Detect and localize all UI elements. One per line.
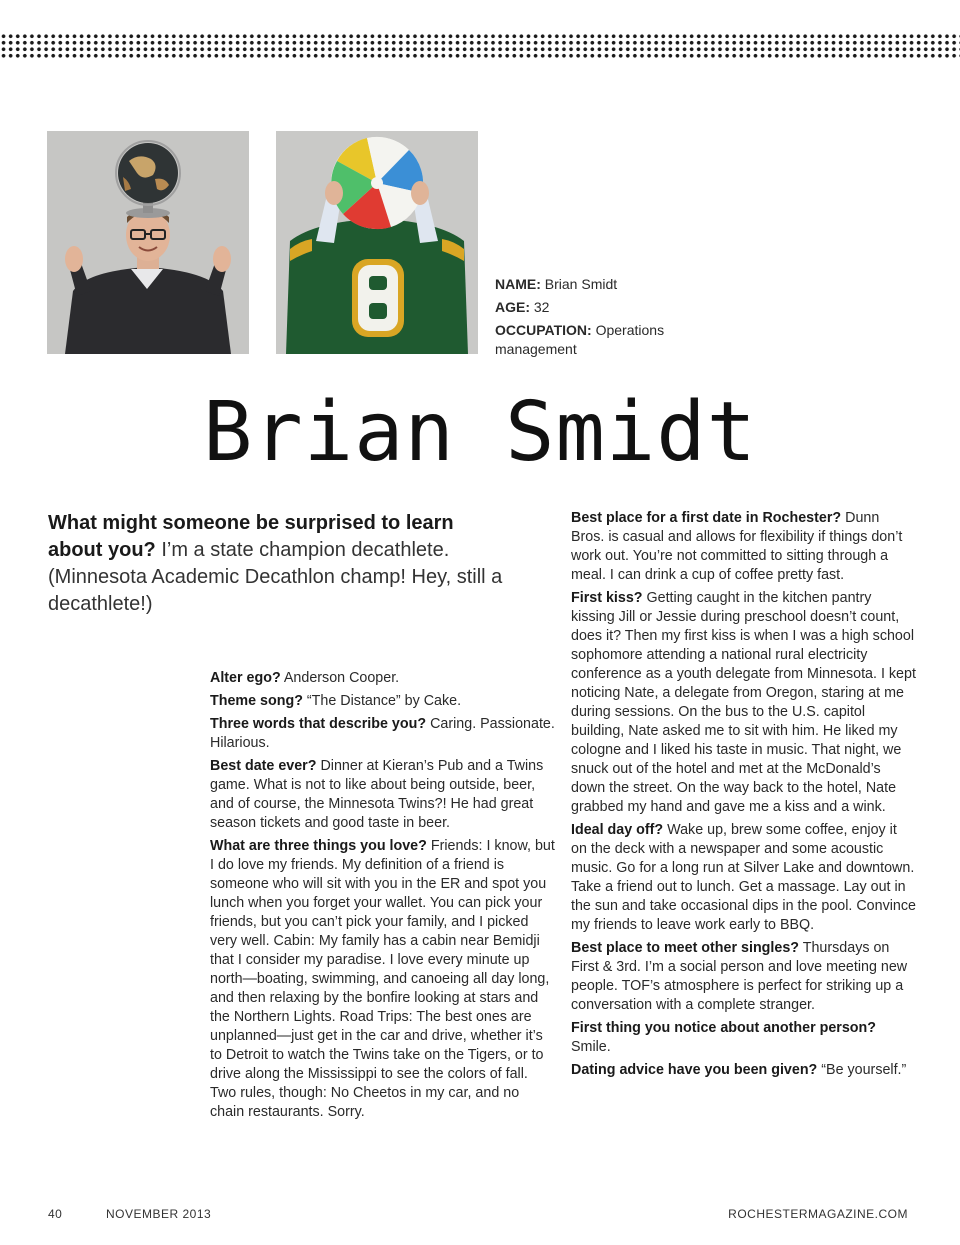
qa-item: [571, 1061, 916, 1080]
qa-item: [210, 692, 555, 711]
question: Ideal day off?: [571, 822, 664, 838]
name-value: Brian Smidt: [544, 276, 618, 292]
answer: Dunn Bros. is casual and allows for flexibility if things don’t work out. You’re not committed to sitting through a meal. I can drink a cup of coffee pretty fast.: [571, 510, 903, 583]
qa-item: [210, 715, 555, 753]
question: Best place for a first date in Rochester?: [571, 510, 842, 526]
name-row: [495, 273, 705, 296]
dotted-border-decoration: [0, 33, 960, 59]
question: Three words that describe you?: [210, 716, 427, 732]
answer: “The Distance” by Cake.: [306, 693, 462, 709]
qa-item: [571, 939, 916, 1015]
lead-question: [48, 510, 508, 618]
occupation-value: Operations management: [495, 322, 665, 357]
photo-person-with-beach-ball: [276, 131, 478, 354]
qa-item: [571, 509, 916, 585]
answer: Smile.: [571, 1039, 611, 1055]
question: First kiss?: [571, 590, 643, 606]
answer: Getting caught in the kitchen pantry kissing Jill or Jessie during preschool doesn’t count, does it? Then my first kiss is when I was a high school sophomore attending a national rural electricity conference as a youth delegate from Minnesota. I kept noticing Nate, a delegate from Oregon, staring at me during sessions. On the bus to the U.S. capitol building, Nate asked me to sit with him. He liked my cologne and I liked his taste in music. That night, we snuck out of the hotel and met at the McDonald’s down the street. On the way back to the hotel, Nate grabbed my hand and gave me a kiss and a wink.: [571, 590, 916, 815]
age-label: AGE:: [495, 299, 530, 315]
answer: Thursdays on First & 3rd. I’m a social person and love meeting new people. TOF’s atmosphere is perfect for striking up a conversation with a complete stranger.: [571, 940, 908, 1013]
qa-item: [571, 589, 916, 817]
website-url: ROCHESTERMAGAZINE.COM: [728, 1207, 908, 1221]
question: First thing you notice about another person?: [571, 1020, 877, 1036]
lead-answer-text: I’m a state champion decathlete. (Minnesota Academic Decathlon champ! Hey, still a decathlete!): [48, 539, 503, 615]
question: Theme song?: [210, 693, 303, 709]
answer: Anderson Cooper.: [283, 670, 400, 686]
right-qa-column: [571, 509, 916, 1084]
question: What are three things you love?: [210, 838, 427, 854]
question: Best place to meet other singles?: [571, 940, 800, 956]
photo-man-with-globe: [47, 131, 249, 354]
name-label: NAME:: [495, 276, 541, 292]
answer: “Be yourself.”: [821, 1062, 907, 1078]
answer: Friends: I know, but I do love my friends. My definition of a friend is someone who will sit with you in the ER and spot you lunch when you forget your wallet. You can pick your friends, but you can’t pick your family, and I picked very well. Cabin: My family has a cabin near Bemidji that I consider my paradise. I love every minute up north—boating, swimming, and canoeing all day long, and then relaxing by the bonfire looking at stars and the Northern Lights. Road Trips: The best ones are unplanned—just get in the car and drive, whether it’s to Detroit to watch the Twins take on the Tigers, or to drive along the Mississippi to see the colors of fall. Two rules, though: No Cheetos in my car, and no chain restaurants. Sorry.: [210, 838, 555, 1120]
page-number: 40: [48, 1207, 63, 1221]
qa-item: [210, 757, 555, 833]
question: Dating advice have you been given?: [571, 1062, 818, 1078]
profile-stats: [495, 273, 705, 359]
issue-date: NOVEMBER 2013: [106, 1207, 212, 1221]
lead-question-text: What might someone be surprised to learn about you?: [48, 512, 454, 561]
age-value: 32: [533, 299, 550, 315]
qa-item: [571, 821, 916, 935]
answer: Dinner at Kieran’s Pub and a Twins game. What is not to like about being outside, beer, and of course, the Minnesota Twins?! He had great season tickets and good taste in beer.: [210, 758, 544, 831]
occupation-row: [495, 321, 705, 359]
qa-item: [571, 1019, 916, 1057]
qa-item: [210, 669, 555, 688]
occupation-label: OCCUPATION:: [495, 322, 592, 338]
answer: Caring. Passionate. Hilarious.: [210, 716, 555, 751]
age-row: [495, 296, 705, 319]
question: Best date ever?: [210, 758, 317, 774]
qa-item: [210, 837, 555, 1122]
left-qa-column: [210, 669, 555, 1126]
answer: Wake up, brew some coffee, enjoy it on the deck with a newspaper and some acoustic music. Go for a long run at Silver Lake and downtown. Take a friend out to lunch. Get a massage. Lay out in the sun and take occasional dips in the pool. Convince my friends to leave work early to BBQ.: [571, 822, 916, 933]
page-title: Brian Smidt: [202, 385, 758, 480]
question: Alter ego?: [210, 670, 281, 686]
